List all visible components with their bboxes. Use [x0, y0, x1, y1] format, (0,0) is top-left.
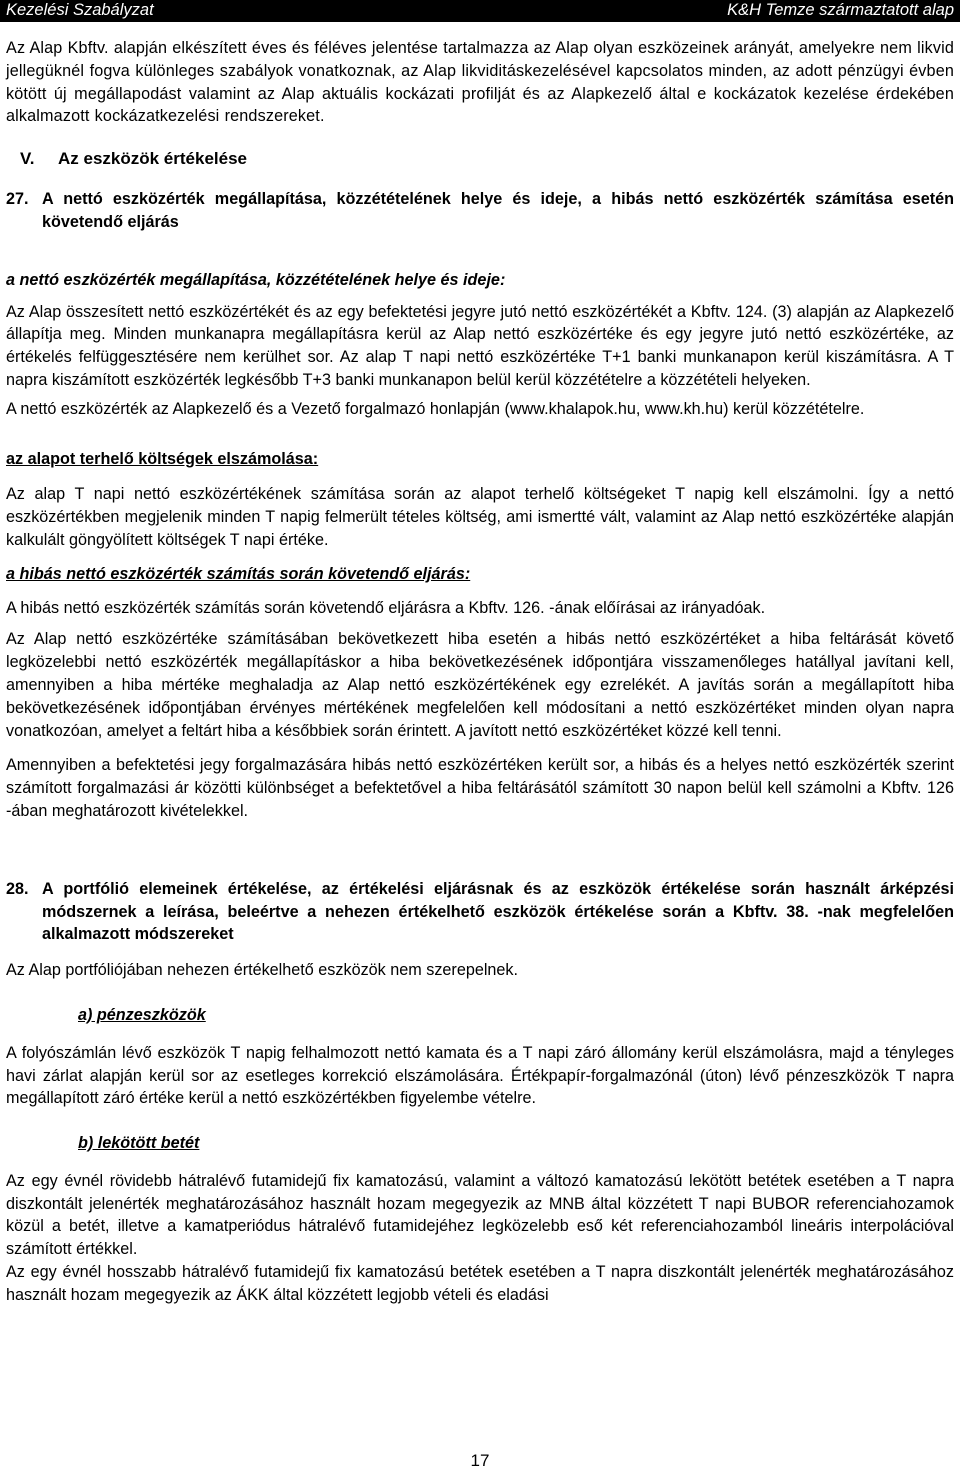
item-28-subheading-deposit: b) lekötött betét [78, 1134, 200, 1153]
section-number: V. [20, 149, 35, 169]
item-27-subheading-nav: a nettó eszközérték megállapítása, közzétételének helye és ideje: [6, 270, 506, 289]
intro-paragraph: Az Alap Kbftv. alapján elkészített éves és féléves jelentése tartalmazza az Alap olyan eszközeinek arányát, amelyekre nem likvid jellegüknél fogva különleges szabályok vonatkoznak, az Alap likviditáskezelésével kapcsolatos minden, az adott pénzügyi évben kötött új megállapodást valamint az Alap aktuális kockázati profilját és az Alapkezelő által e kockázatok kezelése érdekében alkalmazott kockázatkezelési rendszereket. [6, 39, 954, 126]
item-27-heading [6, 188, 954, 234]
document-body [6, 37, 954, 1307]
item-27-nav-paragraph: Az Alap összesített nettó eszközértékét és az egy befektetési jegyre jutó nettó eszközértékét a Kbftv. 124. (3) alapján az Alapkezelő állapítja meg. Minden munkanapra megállapításra kerül az Alap nettó eszközértéke és egy jegyre jutó nettó eszközértéke, az értékelés felfüggesztésére nem kerülhet sor. Az alap T napi nettó eszközértéke T+1 banki munkanapon kerül kiszámításra. A T napra kiszámított eszközérték legkésőbb T+3 banki munkanapon belül kerül közzétételre a közzétételi helyeken. [6, 302, 954, 389]
page-number: 17 [470, 1451, 490, 1470]
item-28-deposit-paragraph-1: Az egy évnél rövidebb hátralévő futamidejű fix kamatozású, valamint a változó kamatozású lekötött betétek esetében a T napra diszkontált jelenérték meghatározásához használt hozam megegyezik az MNB által közzétett T napi BUBOR referenciahozamok közül a betét, illetve a kamatperiódus hátralévő futamidejéhez legközelebb eső két referenciahozamból lineáris interpolációval számított értékkel. [6, 1171, 954, 1259]
page-header [0, 0, 960, 22]
item-28-number: 28. [6, 879, 29, 898]
item-28-paragraph: Az Alap portfóliójában nehezen értékelhető eszközök nem szerepelnek. [6, 961, 519, 980]
item-27-costs-paragraph: Az alap T napi nettó eszközértékének számítása során az alapot terhelő költségeket T napig kell elszámolni. Így a nettó eszközértékben megjelenik minden T napig felmerült tételes költség, ami ismertté vált, valamint az Alap nettó eszközértéke alapján kalkulált göngyölített költségek T napi értéke. [6, 485, 954, 549]
item-28-subheading-cash: a) pénzeszközök [78, 1005, 206, 1024]
item-27-error-paragraph-3: Amennyiben a befektetési jegy forgalmazására hibás nettó eszközértéken került sor, a hibás és a helyes nettó eszközérték szerint számított forgalmazási ár közötti különbséget a befektetővel a hiba feltárásától számított 30 napon belül kell számolni a Kbftv. 126 -ában meghatározott kivételekkel. [6, 756, 954, 820]
section-heading [6, 148, 954, 170]
item-28-deposit-paragraph-2: Az egy évnél hosszabb hátralévő futamidejű fix kamatozású betétek esetében a T napra diszkontált jelenérték meghatározásához használt hozam megegyezik az ÁKK által közzétett legjobb vételi és eladási [6, 1263, 954, 1304]
header-document-title: Kezelési Szabályzat [6, 1, 154, 19]
header-fund-name: K&H Temze származtatott alap [727, 1, 954, 19]
item-27-number: 27. [6, 190, 29, 209]
item-28-heading [6, 878, 954, 946]
item-27-title: A nettó eszközérték megállapítása, közzétételének helye és ideje, a hibás nettó eszközérték számítása esetén követendő eljárás [42, 190, 954, 231]
item-27-error-paragraph-1: A hibás nettó eszközérték számítás során követendő eljárásra a Kbftv. 126. -ának előírásai az irányadóak. [6, 598, 766, 617]
item-27-publication-paragraph: A nettó eszközérték az Alapkezelő és a Vezető forgalmazó honlapján (www.khalapok.hu, www.kh.hu) kerül közzétételre. [6, 399, 865, 418]
item-27-subheading-error: a hibás nettó eszközérték számítás során követendő eljárás: [6, 564, 471, 583]
item-28-cash-paragraph: A folyószámlán lévő eszközök T napig felhalmozott nettó kamata és a T napi záró állomány kerül elszámolásra, majd a tényleges havi zárlat alapján kerül sor az esetleges korrekció elszámolására. Értékpapír-forgalmazónál (úton) lévő pénzeszközök T napra megállapított záró értéke kerül a nettó eszközértékben figyelembe vételre. [6, 1043, 954, 1108]
section-title: Az eszközök értékelése [58, 149, 247, 169]
item-27-error-paragraph-2: Az Alap nettó eszközértéke számításában bekövetkezett hiba esetén a hibás nettó eszközértéket a hiba feltárását követő legközelebbi nettó eszközérték megállapításkor a hiba bekövetkezésének időpontjára visszamenőleges hatállyal javítani kell, amennyiben a hiba mértéke meghaladja az Alap nettó eszközértékének egy ezrelékét. A javítás során a megállapított hiba bekövetkezésének időpontjában érvényes mértékének megfelelően kell módosítani a nettó eszközértéket minden olyan napra vonatkozóan, amelyet a feltárt hiba a későbbiek során érintett. A javított nettó eszközértéket közzé kell tenni. [6, 630, 954, 740]
item-28-title: A portfólió elemeinek értékelése, az értékelési eljárásnak és az eszközök értékelése során használt árképzési módszernek a leírása, beleértve a nehezen értékelhető eszközök értékelése során a Kbftv. 38. -nak megfelelően alkalmazott módszereket [42, 879, 954, 944]
item-27-subheading-costs: az alapot terhelő költségek elszámolása: [6, 449, 319, 468]
